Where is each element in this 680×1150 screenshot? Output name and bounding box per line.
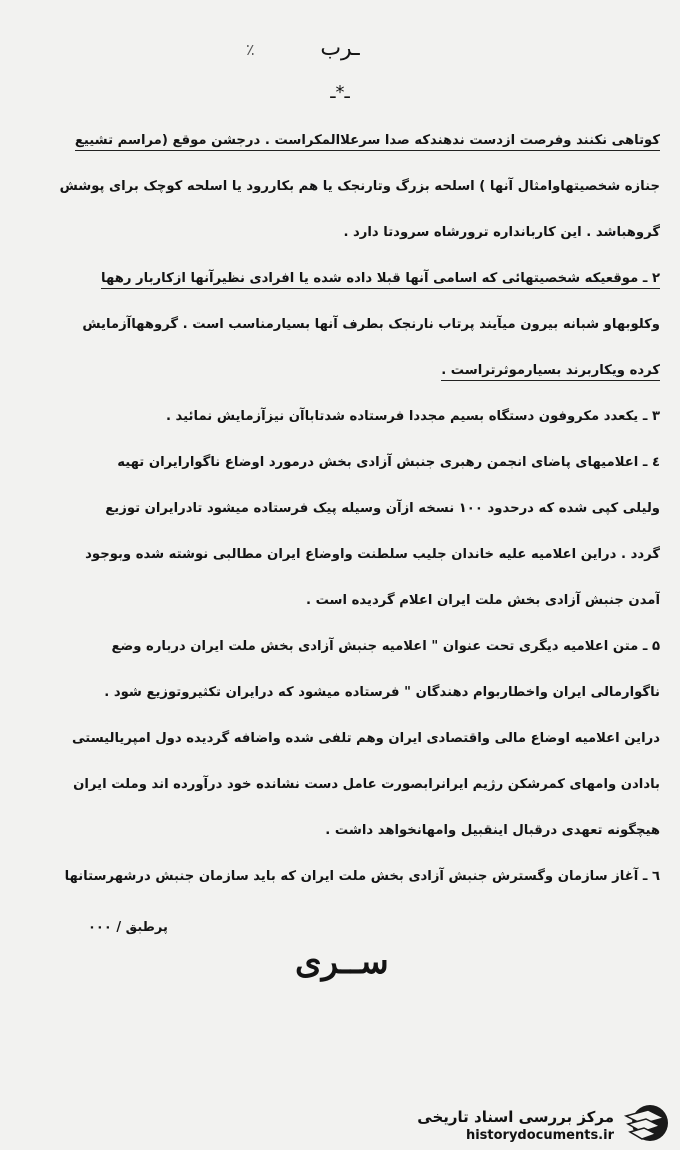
reference-number: پرطبق / ۰۰۰	[88, 920, 168, 935]
header-mark: ـرب	[320, 36, 360, 61]
text-line: کرده ویکاربرند بسیارموثرتراست .	[36, 348, 660, 394]
watermark-url: historydocuments.ir	[465, 1128, 614, 1143]
text-line: کوتاهی نکنند وفرصت ازدست ندهندکه صدا سرعلاالمکراست . درجشن موقع (مراسم تشییع	[36, 118, 660, 164]
text-line: گروهباشد . این کاربانداره ترورشاه سرودتا دارد .	[343, 225, 660, 240]
text-line: جنازه شخصیتهاوامثال آنها ) اسلحه بزرگ وتارنجک یا هم بکاررود یا اسلحه کوچک برای پوشش	[59, 179, 660, 194]
text-line: آمدن جنبش آزادی بخش ملت ایران اعلام گردیده است .	[306, 593, 660, 608]
text-line: ٤ ـ اعلامیهای پاضای انجمن رهبری جنبش آزادی بخش درمورد اوضاع ناگوارایران تهیه	[117, 455, 660, 470]
text-line: وکلوبهاو شبانه بیرون میآیند پرتاب نارنجک بطرف آنها بسیارمناسب است . گروههاآزمایش	[82, 317, 660, 332]
text-line: ۳ ـ یکعدد مکروفون دستگاه بسیم مجددا فرستاده شدتاباآن نیزآزمایش نمائید .	[165, 409, 660, 424]
text-line: ۲ ـ موقعیکه شخصیتهائی که اسامی آنها قبلا داده شده یا افرادی نظیرآنها ازکاربار رهها	[36, 256, 660, 302]
header-dash: ـ*ـ	[330, 82, 350, 103]
text-line: دراین اعلامیه اوضاع مالی واقتصادی ایران وهم تلفی شده واضافه گردیده دول امپریالیستی	[71, 731, 660, 746]
text-line: بادادن وامهای کمرشکن رژیم ایرانرابصورت عامل دست نشانده خود درآورده اند وملت ایران	[73, 777, 660, 792]
watermark	[408, 1098, 676, 1146]
text-line: هیچگونه تعهدی درقبال اینقبیل وامهانخواهد داشت .	[325, 823, 660, 838]
text-line: ناگوارمالی ایران واخطاربوام دهندگان " فرستاده میشود که درایران تکثیروتوزیع شود .	[104, 685, 660, 700]
document-body	[36, 118, 660, 900]
text-line: ۵ ـ متن اعلامیه دیگری تحت عنوان " اعلامیه جنبش آزادی بخش ملت ایران درباره وضع	[111, 639, 660, 654]
text-line: ولیلی کپی شده که درحدود ۱۰۰ نسخه ازآن وسیله پیک فرستاده میشود تادرایران توزیع	[105, 501, 660, 516]
text-line: گردد . دراین اعلامیه علیه خاندان جلیب سلطنت واوضاع ایران مطالبی نوشته شده وبوجود	[85, 547, 660, 562]
archive-logo-icon	[620, 1102, 670, 1144]
text-line: ٦ ـ آغاز سازمان وگسترش جنبش آزادی بخش ملت ایران که باید سازمان جنبش درشهرستانها	[64, 869, 660, 884]
watermark-title: مرکز بررسی اسناد تاریخی	[417, 1108, 614, 1126]
corner-mark: ٪	[246, 40, 255, 59]
classification-stamp: ســری	[295, 942, 389, 982]
